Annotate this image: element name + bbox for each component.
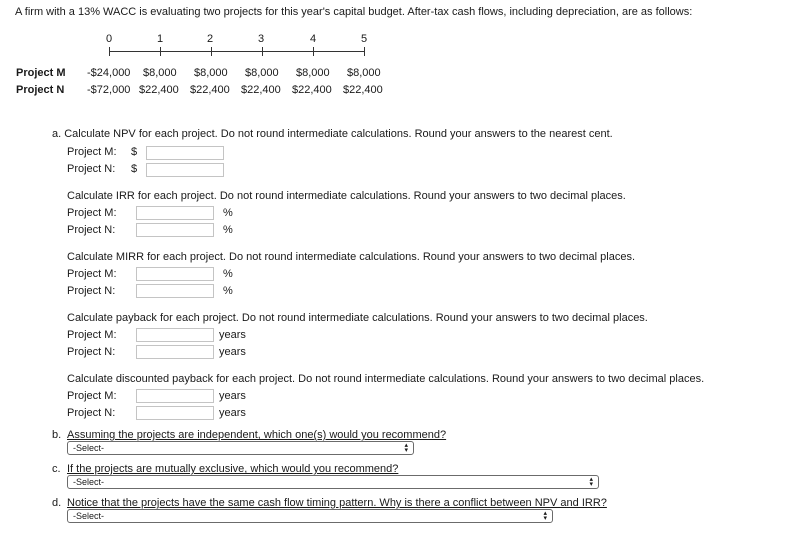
row-label-project-m: Project M — [16, 67, 66, 79]
percent-unit: % — [223, 268, 233, 280]
part-b-letter: b. — [52, 429, 62, 441]
year-label-2: 2 — [207, 33, 214, 45]
npv-project-m-input[interactable] — [146, 146, 224, 160]
percent-unit: % — [223, 285, 233, 297]
mirr-project-m-input[interactable] — [136, 267, 214, 281]
dollar-sign: $ — [131, 163, 138, 175]
timeline-tick — [313, 47, 314, 56]
part-c-letter: c. — [52, 463, 61, 475]
payback-project-n-input[interactable] — [136, 345, 214, 359]
years-unit: years — [219, 329, 246, 341]
cash-flow-value: $8,000 — [143, 67, 177, 79]
percent-unit: % — [223, 224, 233, 236]
irr-prompt: Calculate IRR for each project. Do not round intermediate calculations. Round your answers to two decimal places. — [67, 190, 626, 202]
irr-project-m-input[interactable] — [136, 206, 214, 220]
irr-project-n-label: Project N: — [67, 224, 116, 236]
part-d-select[interactable] — [67, 509, 553, 523]
disc-payback-project-m-input[interactable] — [136, 389, 214, 403]
problem-intro: A firm with a 13% WACC is evaluating two projects for this year's capital budget. After-tax cash flows, including depreciation, are as follows: — [15, 6, 693, 18]
timeline-tick — [262, 47, 263, 56]
years-unit: years — [219, 407, 246, 419]
mirr-project-m-label: Project M: — [67, 268, 117, 280]
row-label-project-n: Project N — [16, 84, 65, 96]
select-value: -Select- — [73, 511, 105, 521]
timeline-tick — [364, 47, 365, 56]
timeline-axis — [109, 51, 365, 52]
part-b-question: Assuming the projects are independent, which one(s) would you recommend? — [67, 429, 447, 441]
cash-flow-value: $22,400 — [241, 84, 281, 96]
year-label-1: 1 — [157, 33, 164, 45]
years-unit: years — [219, 346, 246, 358]
discounted-payback-prompt: Calculate discounted payback for each project. Do not round intermediate calculations. Round your answers to two decimal places. — [67, 373, 705, 385]
up-down-arrows-icon: ▴ ▾ — [543, 509, 547, 522]
irr-project-n-input[interactable] — [136, 223, 214, 237]
npv-prompt: a. Calculate NPV for each project. Do not round intermediate calculations. Round your answers to the nearest cent. — [52, 128, 613, 140]
cash-flow-value: $8,000 — [347, 67, 381, 79]
npv-project-m-label: Project M: — [67, 146, 117, 158]
npv-project-n-input[interactable] — [146, 163, 224, 177]
part-d-letter: d. — [52, 497, 62, 509]
cash-flow-value: $22,400 — [292, 84, 332, 96]
cash-flow-value: $22,400 — [190, 84, 230, 96]
years-unit: years — [219, 390, 246, 402]
disc-payback-project-n-input[interactable] — [136, 406, 214, 420]
disc-payback-project-m-label: Project M: — [67, 390, 117, 402]
part-c-question: If the projects are mutually exclusive, which would you recommend? — [67, 463, 399, 475]
timeline-tick — [160, 47, 161, 56]
part-c-select[interactable] — [67, 475, 599, 489]
year-label-0: 0 — [106, 33, 113, 45]
up-down-arrows-icon: ▴ ▾ — [404, 441, 408, 454]
year-label-4: 4 — [310, 33, 317, 45]
npv-project-n-label: Project N: — [67, 163, 116, 175]
mirr-project-n-input[interactable] — [136, 284, 214, 298]
year-label-3: 3 — [258, 33, 265, 45]
payback-prompt: Calculate payback for each project. Do not round intermediate calculations. Round your answers to two decimal places. — [67, 312, 648, 324]
cash-flow-value: $8,000 — [194, 67, 228, 79]
up-down-arrows-icon: ▴ ▾ — [589, 475, 593, 488]
payback-project-m-label: Project M: — [67, 329, 117, 341]
cash-flow-value: $22,400 — [343, 84, 383, 96]
disc-payback-project-n-label: Project N: — [67, 407, 116, 419]
select-value: -Select- — [73, 477, 105, 487]
irr-project-m-label: Project M: — [67, 207, 117, 219]
cash-flow-value: -$72,000 — [87, 84, 131, 96]
cash-flow-value: $8,000 — [296, 67, 330, 79]
part-d-question: Notice that the projects have the same cash flow timing pattern. Why is there a conflict between NPV and IRR? — [67, 497, 607, 509]
payback-project-n-label: Project N: — [67, 346, 116, 358]
mirr-prompt: Calculate MIRR for each project. Do not round intermediate calculations. Round your answers to two decimal places. — [67, 251, 635, 263]
cash-flow-value: $8,000 — [245, 67, 279, 79]
mirr-project-n-label: Project N: — [67, 285, 116, 297]
select-value: -Select- — [73, 443, 105, 453]
cash-flow-value: $22,400 — [139, 84, 179, 96]
payback-project-m-input[interactable] — [136, 328, 214, 342]
timeline-tick — [211, 47, 212, 56]
percent-unit: % — [223, 207, 233, 219]
year-label-5: 5 — [361, 33, 368, 45]
dollar-sign: $ — [131, 146, 138, 158]
timeline-tick — [109, 47, 110, 56]
cash-flow-value: -$24,000 — [87, 67, 131, 79]
part-b-select[interactable] — [67, 441, 414, 455]
